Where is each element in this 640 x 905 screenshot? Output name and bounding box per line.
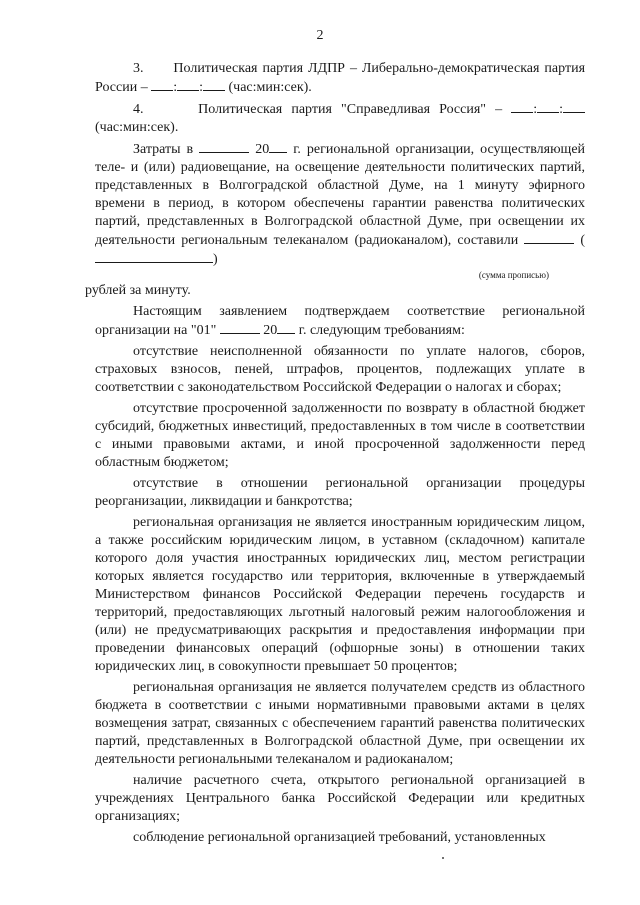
hours-blank — [511, 100, 533, 113]
requirement-item: отсутствие в отношении региональной организации процедуры реорганизации, ликвидации и банкротства; — [95, 476, 585, 509]
scan-speck — [442, 857, 444, 859]
seconds-blank — [203, 78, 225, 91]
time-format: (час:мин:сек). — [228, 80, 312, 95]
amount-blank — [524, 231, 574, 244]
requirement-item: отсутствие неисполненной обязанности по уплате налогов, сборов, страховых взносов, пеней, штрафов, процентов, подлежащих уплате в соответствии с законодательством Российской Федерации о налогах и сборах; — [95, 344, 585, 395]
item-number: 3. — [133, 61, 144, 76]
item-number: 4. — [133, 102, 144, 117]
costs-paragraph: Затраты в 20 г. региональной организации, осуществляющей теле- и (или) радиовещание, на освещение деятельности политических партий, представленных в Волгоградской областной Думе, на 1 минуту эфирного времени в период, в котором обеспечены гарантии равенства политических партий, представленных в Волгоградской областной Думе, при освещении их деятельности региональным телеканалом (радиоканалом), составили () — [95, 142, 586, 267]
month-blank — [199, 140, 249, 153]
item-text: Политическая партия ЛДПР – Либерально-демократическая партия России – — [95, 61, 586, 95]
minutes-blank — [537, 100, 559, 113]
document-body — [85, 60, 586, 850]
requirement-item: региональная организация не является получателем средств из областного бюджета в соответствии с иными нормативными правовыми актами в целях возмещения затрат, связанных с обеспечением гарантий равенства политических партий, представленных в Волгоградской областной Думе, при освещении их деятельности региональными телеканалом и радиоканалом; — [95, 680, 585, 767]
rubles-per-minute: рублей за минуту. — [85, 283, 191, 298]
year-blank — [269, 140, 287, 153]
amount-words-caption: (сумма прописью) — [478, 270, 549, 280]
requirement-item: наличие расчетного счета, открытого региональной организацией в учреждениях Центрального банка Российской Федерации или кредитных организациях; — [95, 773, 585, 824]
party-item-4 — [95, 100, 585, 137]
hours-blank — [151, 78, 173, 91]
page-number: 2 — [316, 28, 324, 43]
minutes-blank — [177, 78, 199, 91]
party-item-3 — [95, 60, 585, 97]
requirement-item: отсутствие просроченной задолженности по возврату в областной бюджет субсидий, бюджетных инвестиций, предоставленных в том числе в соответствии с иными правовыми актами, и иной просроченной задолженности перед областным бюджетом; — [95, 401, 585, 470]
statement-month-blank — [220, 321, 260, 334]
time-separator: : — [173, 80, 178, 95]
time-format: (час:мин:сек). — [95, 120, 179, 135]
seconds-blank — [563, 100, 585, 113]
requirement-item: региональная организация не является иностранным юридическим лицом, а также российским юридическим лицом, в уставном (складочном) капитале которого доля участия иностранных юридических лиц, местом регистрации которых является государство или территория, включенные в утверждаемый Министерством финансов Российской Федерации перечень государств и территорий, предоставляющих льготный налоговый режим налогообложения и (или) не предусматривающих раскрытия и предоставления информации при проведении финансовых операций (офшорные зоны) в отношении таких юридических лиц, в совокупности превышает 50 процентов; — [95, 515, 585, 674]
item-text: Политическая партия "Справедливая Россия" – — [198, 102, 503, 117]
time-separator: : — [533, 102, 538, 117]
amount-words-blank — [95, 250, 213, 263]
statement-paragraph: Настоящим заявлением подтверждаем соответствие региональной организации на "01" 20 г. следующим требованиям: — [95, 304, 585, 338]
time-separator: : — [559, 102, 563, 117]
statement-year-blank — [277, 321, 295, 334]
requirement-item: соблюдение региональной организацией требований, установленных — [133, 830, 546, 845]
time-separator: : — [199, 80, 203, 95]
